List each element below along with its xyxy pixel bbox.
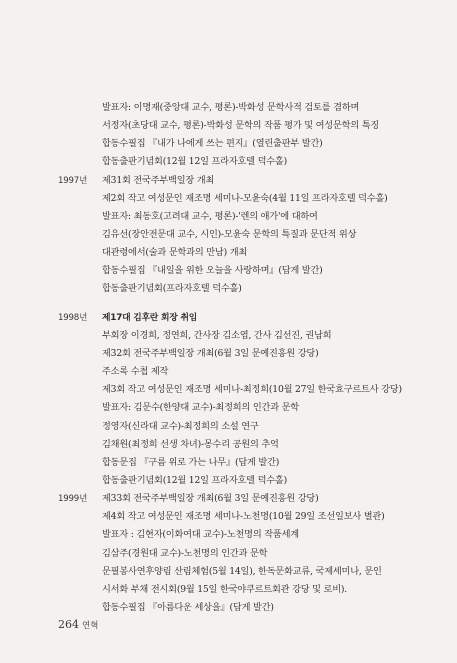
chronology-line: [0, 509, 457, 525]
chronology-line: [0, 310, 457, 326]
chronology-line: [0, 364, 457, 380]
chronology-line: [0, 281, 457, 297]
entry-text: 부회장 이경희, 정연희, 간사장 김소엽, 간사 김선진, 권남희: [102, 329, 332, 341]
entry-text: 제2회 작고 여성문인 재조명 세미나-모윤숙(4월 11일 프라자호텔 덕수홀): [102, 192, 388, 204]
entry-text: 제33회 전국주부백일장 개최(6월 3일 문예진흥원 강당): [102, 493, 319, 505]
section-title: 연혁: [82, 621, 99, 631]
entry-text: 발표자 : 김현자(이화여대 교수)-노천명의 작품세계: [102, 529, 299, 541]
entry-text: 발표자: 이명재(중앙대 교수, 평론)-박화성 문학사적 검토를 겸하며: [102, 102, 360, 113]
chronology-line: [0, 118, 457, 134]
page-footer: [58, 618, 98, 631]
entry-text: 제4회 작고 여성문인 재조명 세미나-노천명(10월 29일 조선일보사 별관): [102, 511, 385, 523]
entry-text: 서정자(초당대 교수, 평론)-박화성 문학의 작품 평가 및 여성문학의 특징: [102, 120, 380, 132]
entry-text: 합동출판기념회(프라자호텔 덕수홀): [102, 283, 242, 295]
entry-text: 합동수필집 『내일을 위한 오늘을 사랑하며』(답게 발간): [102, 265, 323, 277]
entry-text: 합동문집 『구름 위로 가는 나무』(답게 발간): [102, 456, 280, 468]
entry-text: 제32회 전국주부백일장 개최(6월 3일 문예진흥원 강당): [102, 348, 319, 359]
chronology-line: [0, 600, 457, 616]
chronology-line: [0, 437, 457, 453]
chronology-line: [0, 191, 457, 207]
chronology-line: [0, 582, 457, 598]
chronology-line: [0, 382, 457, 398]
chronology-line: [0, 173, 457, 189]
chronology-line: [0, 136, 457, 152]
chronology-line: [0, 154, 457, 170]
chronology-line: [0, 419, 457, 435]
entry-text: 제31회 전국주부백일장 개최: [102, 174, 215, 186]
entry-text: 합동출판기념회(12월 12일 프라자호텔 덕수홀): [102, 475, 287, 486]
entry-text: 정영자(신라대 교수)-최정희의 소설 연구: [102, 420, 259, 432]
year-label: 1999년: [58, 494, 88, 505]
chronology-line: [0, 245, 457, 261]
entry-text: 김유선(장안전문대 교수, 시인)-모윤숙 문학의 특질과 문단적 위상: [102, 229, 357, 240]
entry-text: 김삼주(경원대 교수)-노천명의 인간과 문학: [102, 547, 268, 559]
entry-text: 합동출판기념회(12월 12일 프라자호텔 덕수홀): [102, 156, 287, 168]
entry-text: 발표자: 김문수(한양대 교수)-최정희의 인간과 문학: [102, 402, 299, 414]
entry-text: 대관령에서(술과 문학과의 만남) 개최: [102, 247, 248, 259]
chronology-line: [0, 455, 457, 471]
entry-text: 합동수필집 『내가 나에게 쓰는 편지』(열린출판부 발간): [102, 138, 323, 150]
chronology-line: [0, 209, 457, 225]
entry-text: 발표자: 최동호(고려대 교수, 평론)-'렌의 애가'에 대하여: [102, 210, 318, 222]
entry-text: 김채원(최정희 선생 차녀)-몽수리 공원의 추억: [102, 438, 279, 450]
chronology-line: [0, 100, 457, 116]
chronology-line: [0, 227, 457, 243]
entry-text: 제3회 작고 여성문인 재조명 세미나-최정희(10월 27일 한국효구르트사 강당): [102, 384, 402, 396]
entry-text: 문필봉사연후양림 산림체험(5월 14일), 한독문화교류, 국제세미나, 문인: [102, 565, 382, 577]
chronology-line: [0, 400, 457, 416]
entry-text: 시서화 부채 전시회(9월 15일 한국야쿠르트회관 강당 및 로비).: [102, 583, 347, 595]
chronology-line: [0, 546, 457, 562]
chronology-line: [0, 491, 457, 507]
chronology-line: [0, 263, 457, 279]
entry-heading: 제17대 김후란 회장 취임: [102, 312, 198, 323]
chronology-line: [0, 346, 457, 362]
page-number: 264: [58, 618, 79, 631]
year-label: 1997년: [58, 175, 88, 186]
entry-text: 주소록 수첩 제작: [102, 366, 169, 378]
entry-text: 합동수필집 『아름다운 세상을』(답게 발간): [102, 602, 274, 613]
chronology-line: [0, 328, 457, 344]
chronology-line: [0, 473, 457, 489]
year-label: 1998년: [58, 312, 88, 323]
chronology-line: [0, 564, 457, 580]
chronology-line: [0, 527, 457, 543]
